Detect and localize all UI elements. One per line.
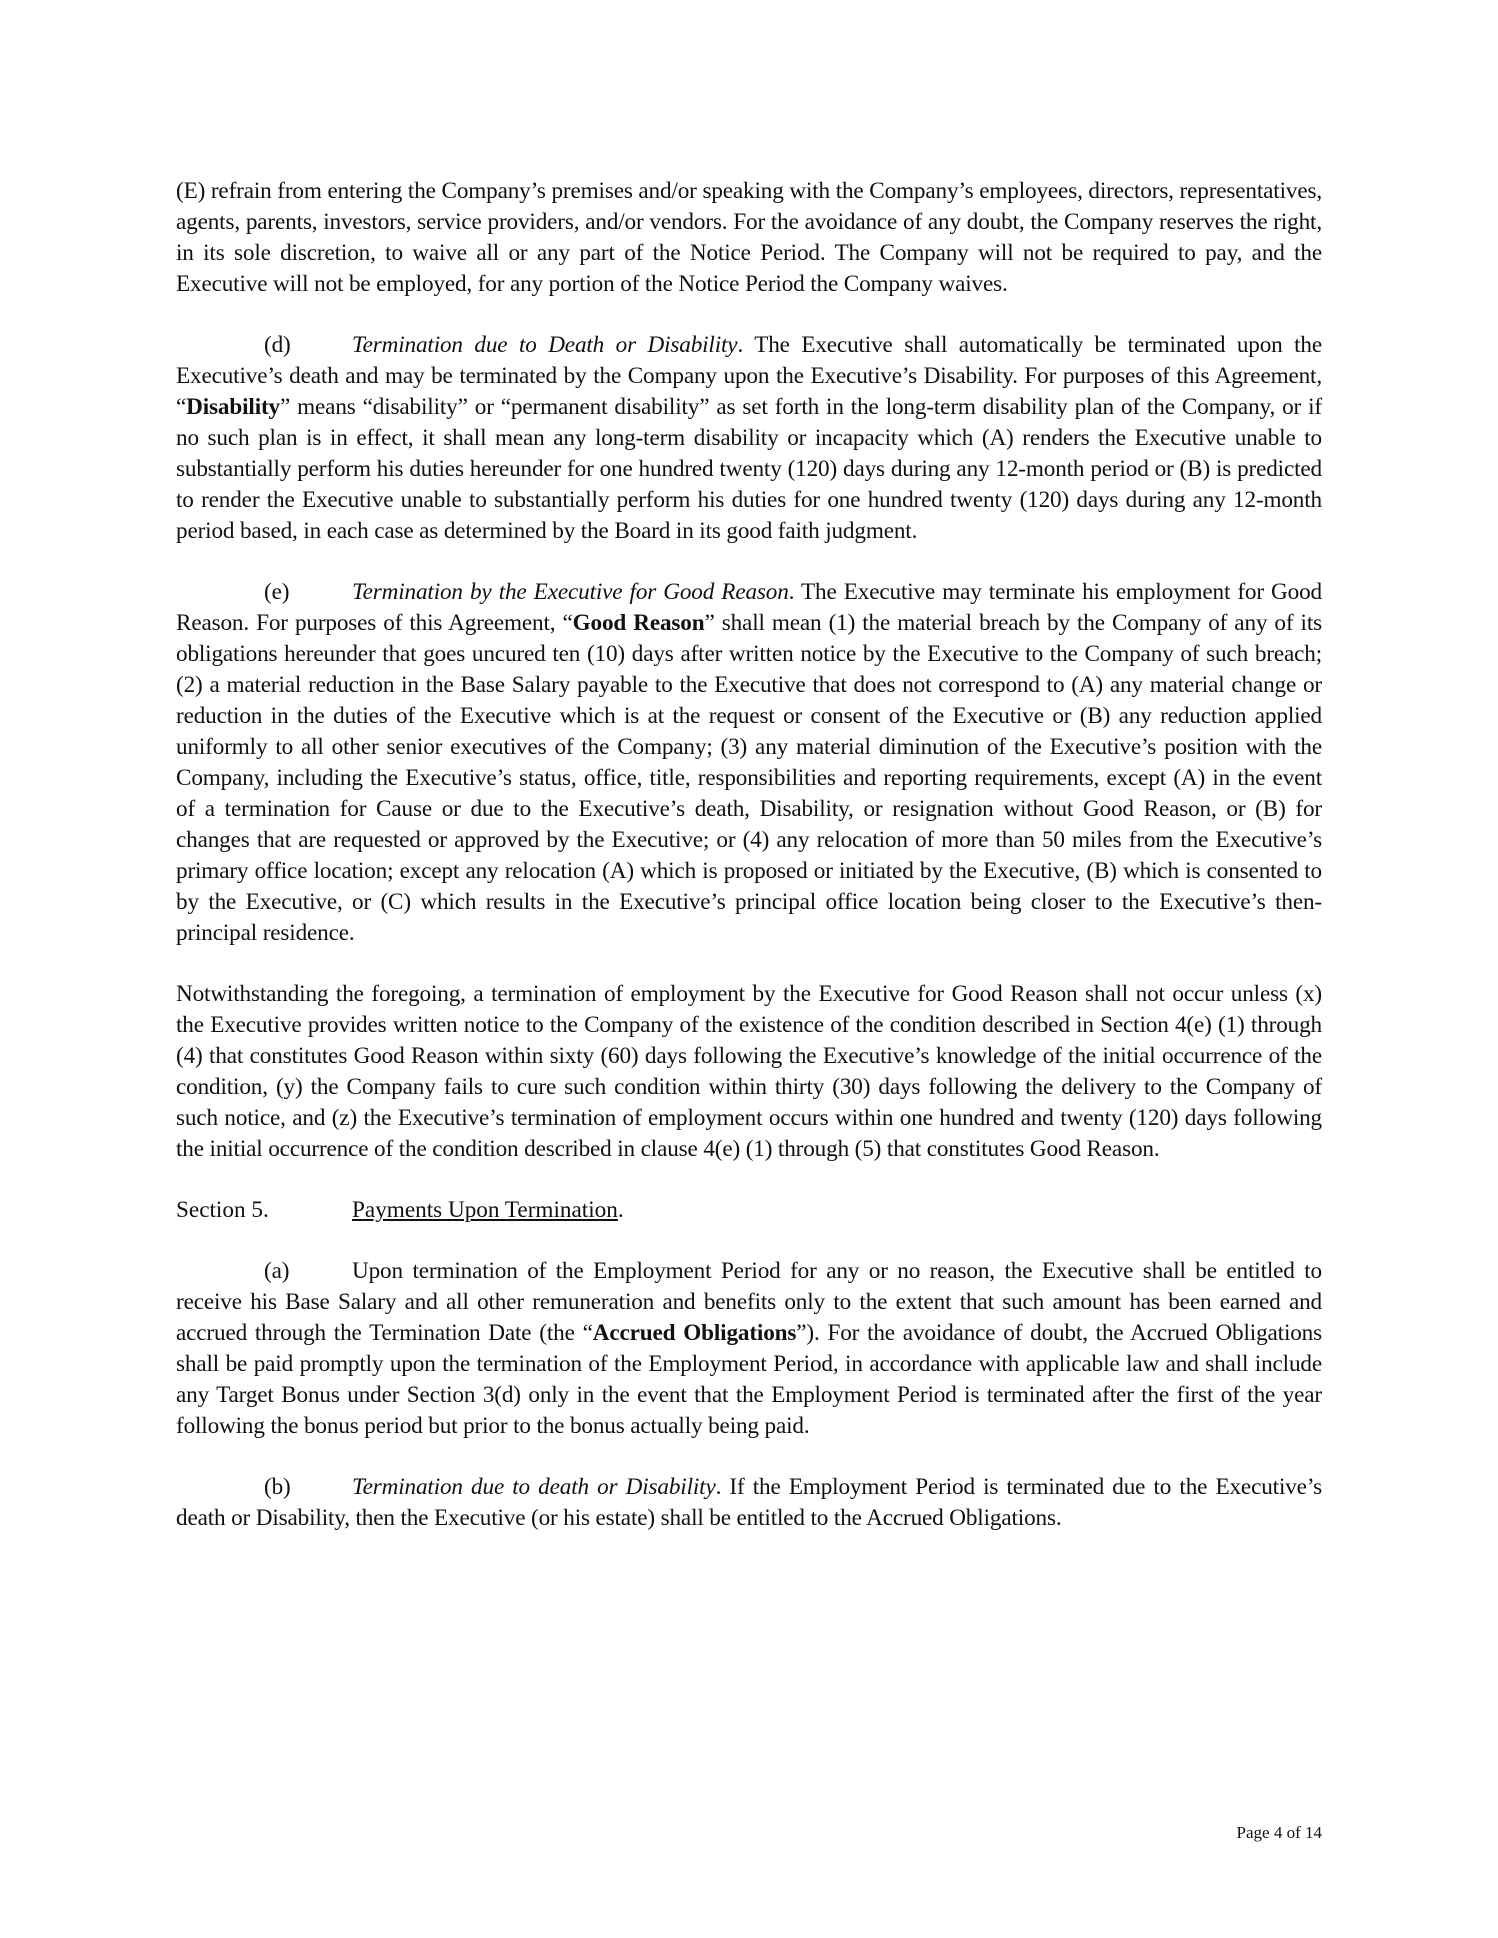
section-title: Payments Upon Termination <box>352 1197 618 1223</box>
defined-term: Good Reason <box>572 610 705 636</box>
clause-title: Termination due to death or Disability <box>352 1474 716 1500</box>
clause-title-end: . <box>788 579 795 605</box>
section-title-end: . <box>617 1197 624 1223</box>
paragraph-text: ” means “disability” or “permanent disability” as set forth in the long-term disability plan of the Company, or if no such plan is in effect, it shall mean any long-term disability or incapacity which (A) renders the Executive unable to substantially perform his duties hereunder for one hundred twenty (120) days during any 12-month period or (B) is predicted to render the Executive unable to substantially perform his duties for one hundred twenty (120) days during any 12-month period based, in each case as determined by the Board in its good faith judgment. <box>176 394 1322 544</box>
paragraph-4e-good-reason <box>176 577 1322 949</box>
paragraph-5a-accrued-obligations <box>176 1256 1322 1442</box>
defined-term: Accrued Obligations <box>592 1320 797 1346</box>
paragraph-text: The Executive may terminate his employment for Good Reason. For purposes of this Agreement, “ <box>176 579 1322 636</box>
paragraph-text: ”). For the avoidance of doubt, the Accrued Obligations shall be paid promptly upon the termination of the Employment Period, in accordance with applicable law and shall include any Target Bonus under Section 3(d) only in the event that the Employment Period is terminated after the first of the year following the bonus period but prior to the bonus actually being paid. <box>176 1320 1322 1439</box>
document-page <box>176 176 1322 1564</box>
paragraph-text: The Executive shall automatically be terminated upon the Executive’s death and may be terminated by the Company upon the Executive’s Disability. For purposes of this Agreement, “ <box>176 332 1322 420</box>
clause-title-end: . <box>737 332 744 358</box>
section-5-heading <box>176 1195 1322 1226</box>
paragraph-notice-period <box>176 176 1322 300</box>
clause-title: Termination by the Executive for Good Reason <box>352 579 789 605</box>
clause-label: (e) <box>264 579 290 605</box>
paragraph-text: Upon termination of the Employment Period for any or no reason, the Executive shall be entitled to receive his Base Salary and all other remuneration and benefits only to the extent that such amount has been earned and accrued through the Termination Date (the “ <box>176 1258 1322 1346</box>
page-number: Page 4 of 14 <box>1236 1823 1322 1842</box>
section-number: Section 5. <box>176 1197 269 1223</box>
clause-label: (b) <box>264 1474 291 1500</box>
paragraph-text: If the Employment Period is terminated due to the Executive’s death or Disability, then the Executive (or his estate) shall be entitled to the Accrued Obligations. <box>176 1474 1322 1531</box>
paragraph-notwithstanding <box>176 979 1322 1165</box>
paragraph-5b-death-disability <box>176 1472 1322 1534</box>
paragraph-text: Notwithstanding the foregoing, a termination of employment by the Executive for Good Reason shall not occur unless (x) the Executive provides written notice to the Company of the existence of the condition described in Section 4(e) (1) through (4) that constitutes Good Reason within sixty (60) days following the Executive’s knowledge of the initial occurrence of the condition, (y) the Company fails to cure such condition within thirty (30) days following the delivery to the Company of such notice, and (z) the Executive’s termination of employment occurs within one hundred and twenty (120) days following the initial occurrence of the condition described in clause 4(e) (1) through (5) that constitutes Good Reason. <box>176 981 1322 1162</box>
paragraph-text: (E) refrain from entering the Company’s premises and/or speaking with the Company’s employees, directors, representatives, agents, parents, investors, service providers, and/or vendors. For the avoidance of any doubt, the Company reserves the right, in its sole discretion, to waive all or any part of the Notice Period. The Company will not be required to pay, and the Executive will not be employed, for any portion of the Notice Period the Company waives. <box>176 178 1322 297</box>
paragraph-4d-death-disability <box>176 330 1322 547</box>
defined-term: Disability <box>186 394 280 420</box>
clause-title: Termination due to Death or Disability <box>352 332 738 358</box>
paragraph-text: ” shall mean (1) the material breach by the Company of any of its obligations hereunder that goes uncured ten (10) days after written notice by the Executive to the Company of such breach; (2) a material reduction in the Base Salary payable to the Executive that does not correspond to (A) any material change or reduction in the duties of the Executive which is at the request or consent of the Executive or (B) any reduction applied uniformly to all other senior executives of the Company; (3) any material diminution of the Executive’s position with the Company, including the Executive’s status, office, title, responsibilities and reporting requirements, except (A) in the event of a termination for Cause or due to the Executive’s death, Disability, or resignation without Good Reason, or (B) for changes that are requested or approved by the Executive; or (4) any relocation of more than 50 miles from the Executive’s primary office location; except any relocation (A) which is proposed or initiated by the Executive, (B) which is consented to by the Executive, or (C) which results in the Executive’s principal office location being closer to the Executive’s then-principal residence. <box>176 610 1322 946</box>
clause-title-end: . <box>715 1474 722 1500</box>
clause-label: (a) <box>264 1258 290 1284</box>
clause-label: (d) <box>264 332 291 358</box>
